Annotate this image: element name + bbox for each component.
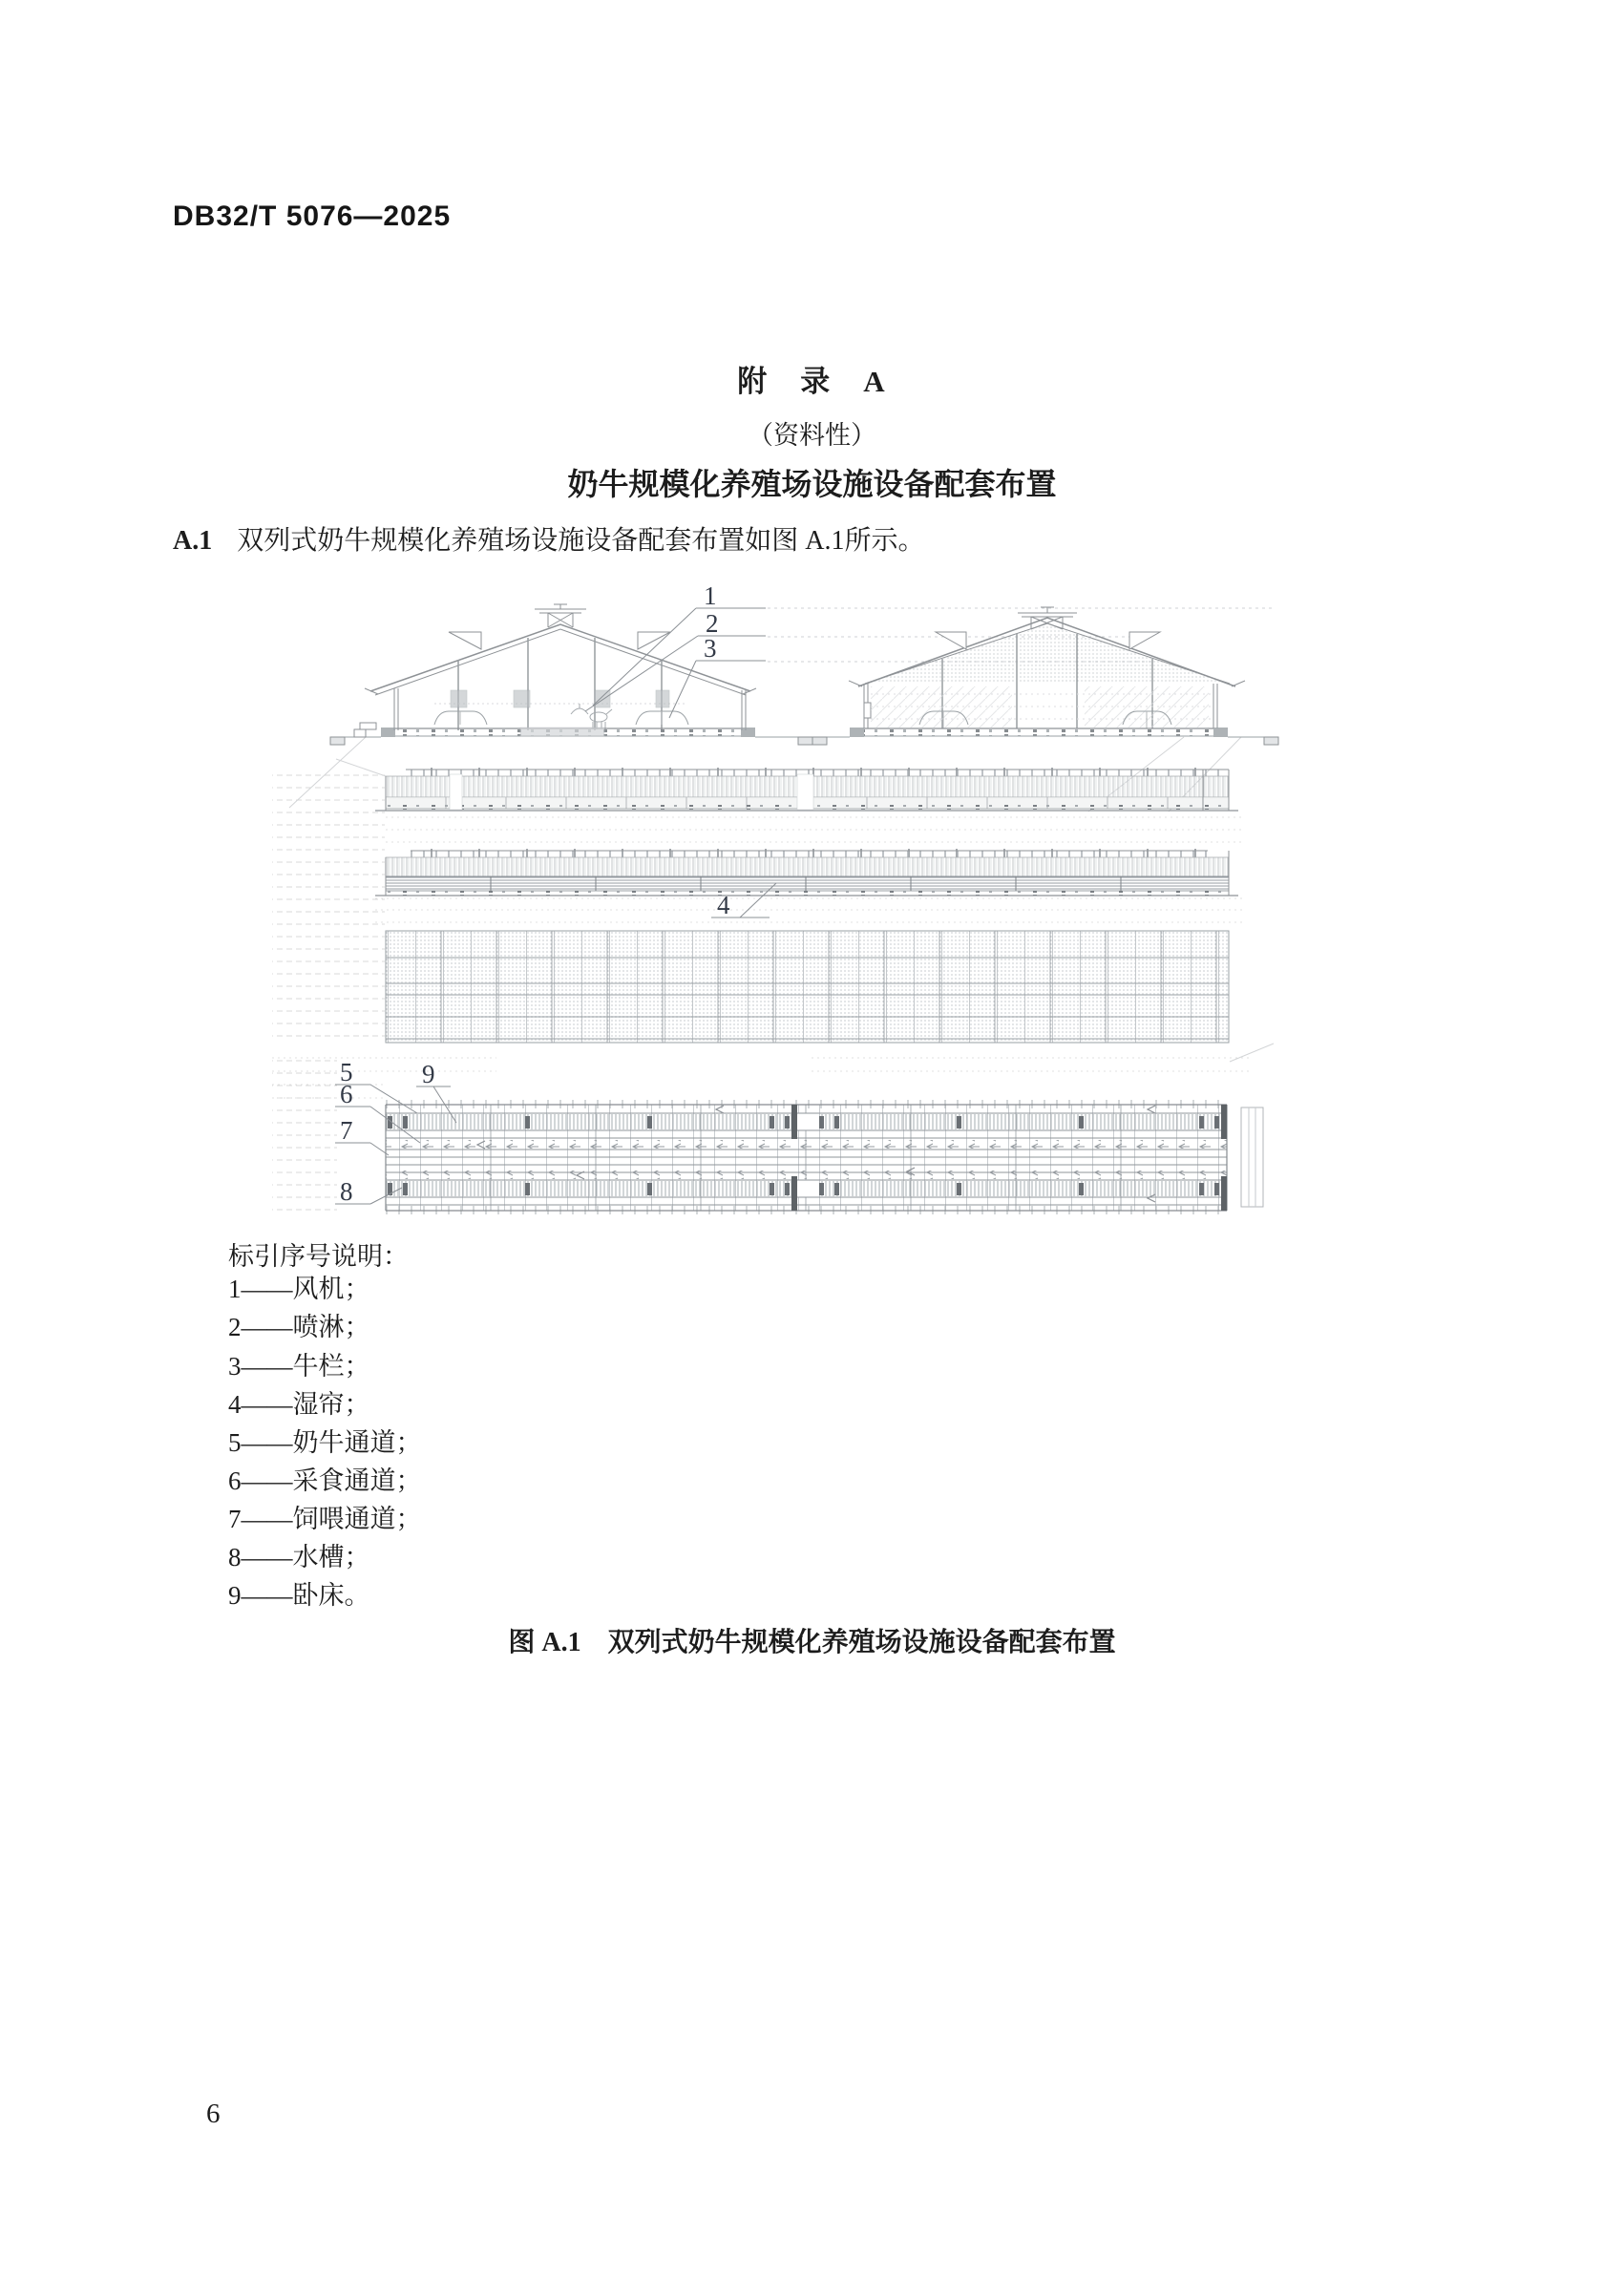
legend-item-7: 7——饲喂通道； [228,1505,422,1533]
callout-6: 6 [340,1080,353,1108]
callout-2: 2 [706,609,719,638]
callout-5: 5 [340,1058,353,1086]
callout-3: 3 [704,634,717,663]
elevation-strip-1 [375,768,1238,811]
callout-7: 7 [340,1116,353,1145]
callout-8: 8 [340,1177,353,1206]
legend-item-2: 2——喷淋； [228,1313,370,1341]
legend-item-3: 3——牛栏； [228,1352,370,1381]
legend-item-8: 8——水槽； [228,1543,370,1571]
stall-loops [434,711,688,725]
callout-9: 9 [422,1060,435,1088]
doc-code: DB32/T 5076—2025 [173,200,452,232]
feed-fence-row-bottom [386,1171,1227,1179]
clause-text: 双列式奶牛规模化养殖场设施设备配套布置如图 A.1所示。 [237,526,925,556]
legend-item-6: 6——采食通道； [228,1466,422,1495]
clause-number: A.1 [173,526,213,556]
feed-fence-row-top [386,1140,1227,1149]
sprinkler-arc [571,704,588,714]
legend-heading: 标引序号说明： [228,1242,409,1271]
legend-item-9: 9——卧床。 [228,1581,370,1610]
appendix-title: 附 录 A [737,365,887,398]
legend-item-5: 5——奶牛通道； [228,1428,422,1457]
elevation-strip-2 [375,849,1238,896]
wet-curtain-band [386,876,1229,891]
roof-plan-band [386,931,1229,1043]
callout-1: 1 [704,581,717,610]
figure-caption: 图 A.1 双列式奶牛规模化养殖场设施设备配套布置 [508,1628,1116,1657]
floor-plan-band [386,1100,1263,1214]
callout-4: 4 [717,891,730,919]
legend-item-1: 1——风机； [228,1275,370,1303]
legend-item-4: 4——湿帘； [228,1390,370,1419]
barn-side-elevation [812,607,1278,745]
fan-boxes [451,690,669,707]
appendix-heading: 奶牛规模化养殖场设施设备配套布置 [567,467,1057,501]
cow-figure [590,709,612,729]
appendix-subtitle: （资料性） [748,421,876,450]
page-number: 6 [206,2099,221,2129]
barn-cross-section [330,604,812,745]
roof-vent-baffles [449,632,670,649]
